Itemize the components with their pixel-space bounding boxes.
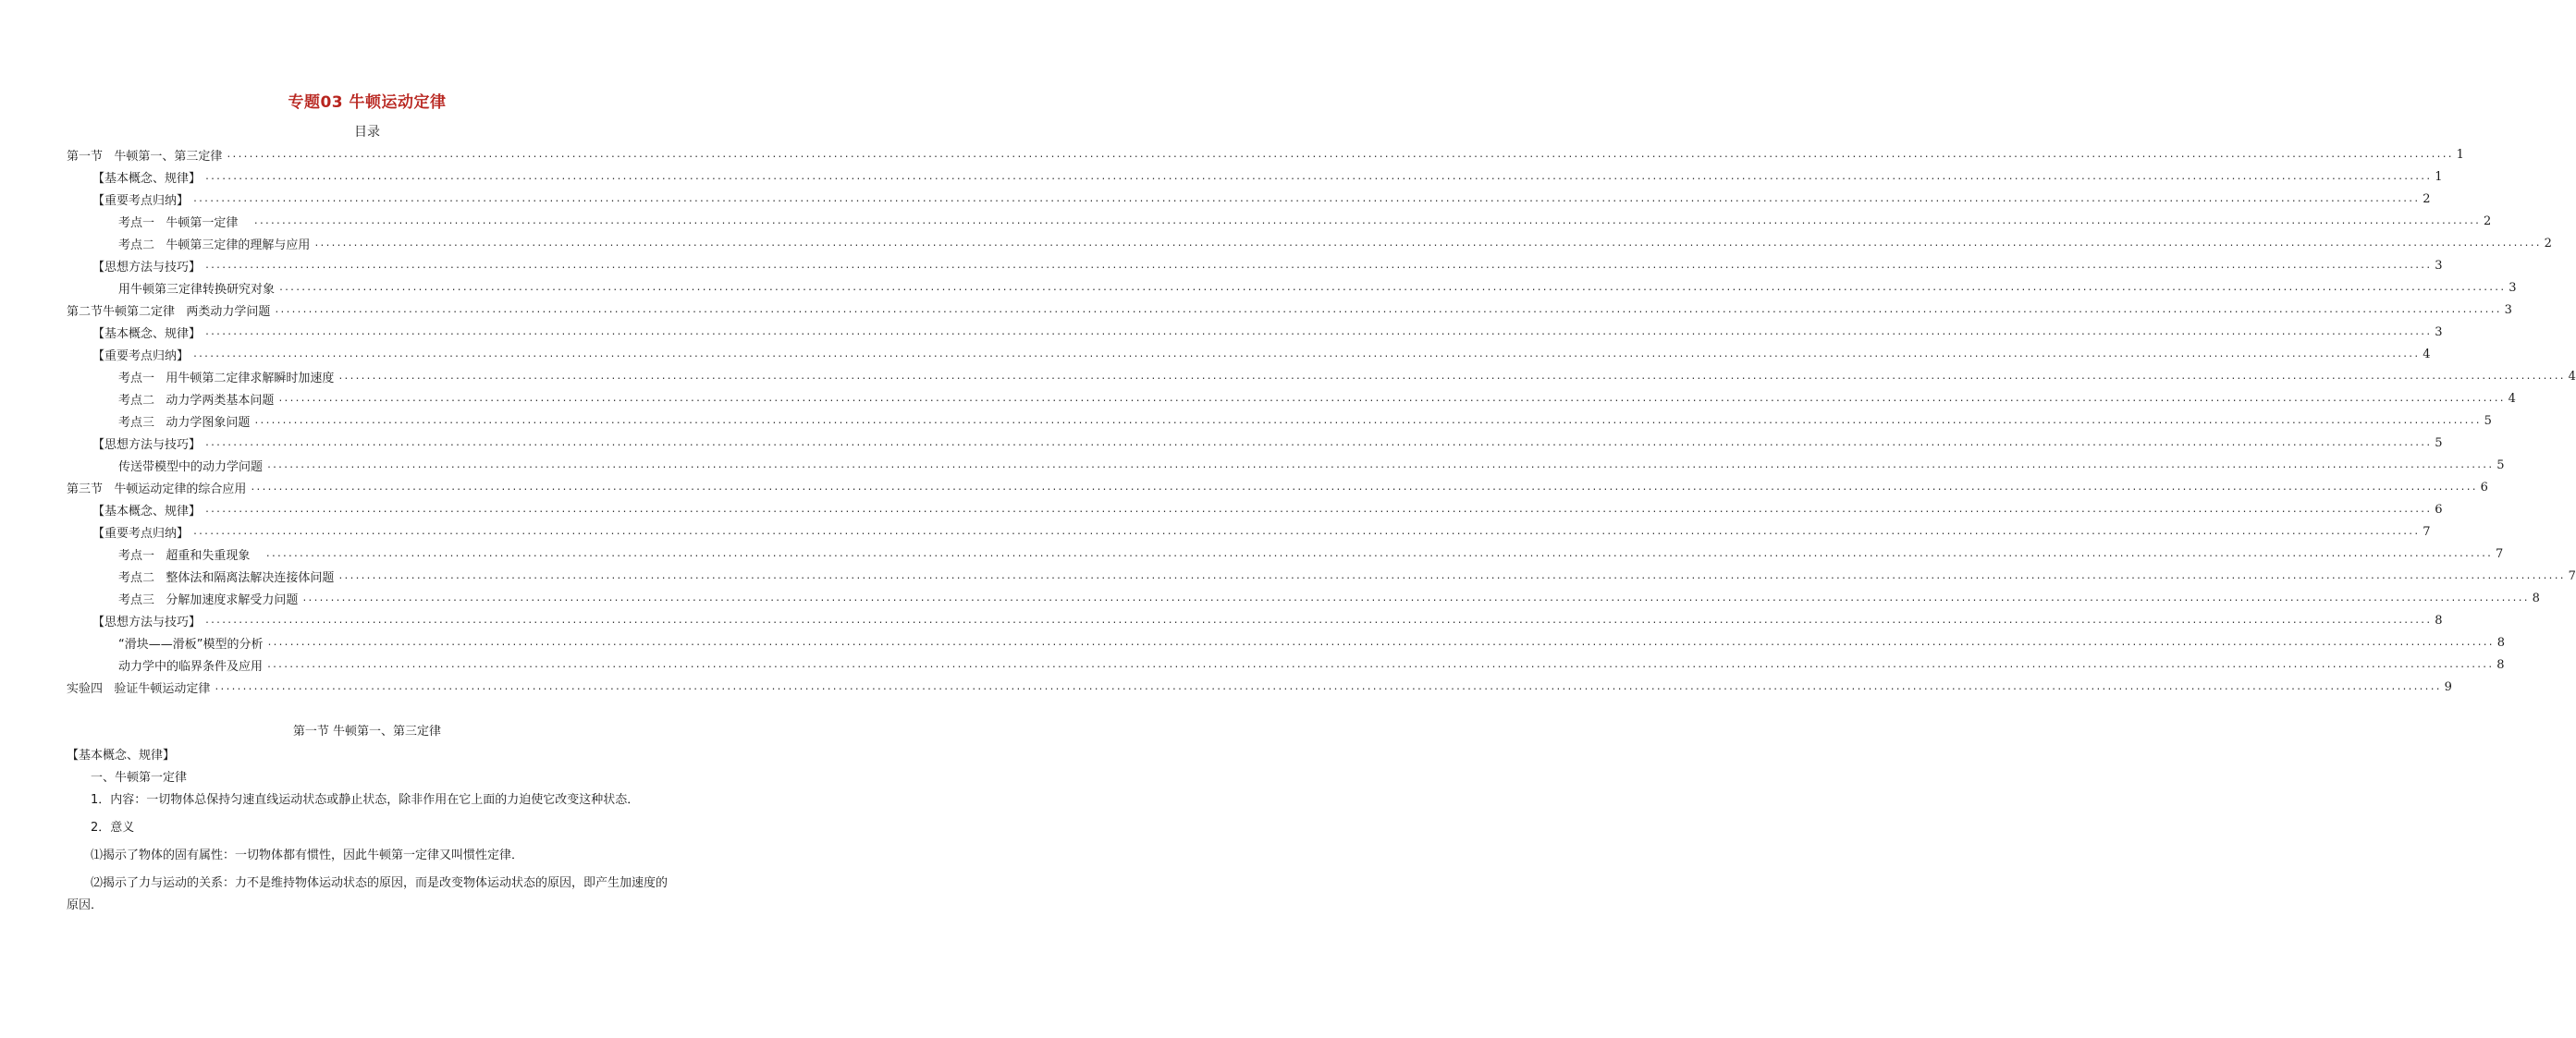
toc-entry-label: 【思想方法与技巧】 [92, 437, 202, 452]
toc-leader-dots: ................................................................................................................................................................................................................................................................................................................................................................................................................ [301, 592, 2529, 604]
toc-entry-label: 【思想方法与技巧】 [92, 615, 202, 629]
subheading-first-law: 一、牛顿第一定律 [91, 771, 188, 785]
toc-entry[interactable] [67, 254, 2443, 276]
toc-entry-page: 5 [2484, 413, 2492, 428]
toc-entry[interactable] [67, 409, 2492, 432]
toc-entry-page: 5 [2435, 435, 2443, 450]
toc-entry-page: 7 [2568, 568, 2576, 583]
toc-entry-page: 6 [2435, 502, 2443, 517]
toc-entry[interactable] [67, 387, 2516, 409]
toc-entry[interactable] [67, 454, 2505, 476]
toc-entry-page: 3 [2435, 324, 2443, 339]
toc-entry-label: 实验四 验证牛顿运动定律 [67, 681, 211, 696]
toc-entry[interactable] [67, 498, 2443, 520]
toc-leader-dots: ................................................................................................................................................................................................................................................................................................................................................................................................................ [204, 615, 2432, 626]
toc-entry-page: 3 [2435, 258, 2443, 273]
toc-entry-page: 2 [2484, 214, 2492, 228]
toc-entry[interactable] [67, 631, 2505, 653]
body-content [67, 745, 669, 917]
toc-leader-dots: ................................................................................................................................................................................................................................................................................................................................................................................................................ [274, 304, 2501, 315]
toc-entry[interactable] [67, 188, 2431, 210]
toc-entry[interactable] [67, 565, 2576, 587]
toc-entry-page: 1 [2456, 147, 2464, 162]
body-heading: 【基本概念、规律】 [67, 749, 176, 763]
toc-leader-dots: ................................................................................................................................................................................................................................................................................................................................................................................................................ [337, 371, 2565, 382]
toc-entry[interactable] [67, 365, 2576, 387]
toc-entry[interactable] [67, 143, 2464, 165]
paragraph-meaning-1: ⑴揭示了物体的固有属性：一切物体都有惯性，因此牛顿第一定律又叫惯性定律． [91, 849, 524, 862]
toc-entry-label: 【基本概念、规律】 [92, 326, 202, 341]
table-of-contents [67, 143, 2576, 698]
toc-leader-dots: ................................................................................................................................................................................................................................................................................................................................................................................................................ [192, 193, 2420, 204]
toc-entry-label: 考点三 分解加速度求解受力问题 [118, 592, 299, 607]
paragraph-content: 1．内容：一切物体总保持匀速直线运动状态或静止状态，除非作用在它上面的力迫使它改变这种状态． [91, 793, 640, 807]
toc-entry-page: 3 [2504, 302, 2512, 317]
toc-entry-label: 考点二 动力学两类基本问题 [118, 393, 275, 408]
toc-entry-label: 考点一 用牛顿第二定律求解瞬时加速度 [118, 371, 335, 385]
toc-entry-label: 【思想方法与技巧】 [92, 260, 202, 275]
toc-entry[interactable] [67, 543, 2504, 565]
toc-leader-dots: ................................................................................................................................................................................................................................................................................................................................................................................................................ [264, 548, 2492, 559]
toc-entry-label: 考点三 动力学图象问题 [118, 415, 251, 430]
toc-leader-dots: ................................................................................................................................................................................................................................................................................................................................................................................................................ [278, 282, 2506, 293]
toc-leader-dots: ................................................................................................................................................................................................................................................................................................................................................................................................................ [204, 437, 2432, 448]
toc-entry-page: 2 [2423, 191, 2431, 206]
toc-entry-page: 3 [2509, 280, 2517, 295]
toc-entry[interactable] [67, 520, 2431, 543]
toc-entry[interactable] [67, 210, 2492, 232]
toc-entry-page: 4 [2568, 369, 2576, 384]
toc-leader-dots: ................................................................................................................................................................................................................................................................................................................................................................................................................ [192, 526, 2420, 537]
toc-entry-page: 5 [2496, 458, 2505, 472]
toc-entry-page: 8 [2496, 635, 2505, 650]
toc-leader-dots: ................................................................................................................................................................................................................................................................................................................................................................................................................ [204, 504, 2432, 515]
toc-entry-page: 7 [2423, 524, 2431, 539]
toc-heading: 目录 [354, 125, 380, 140]
document-title: 专题03 牛顿运动定律 [288, 93, 447, 112]
toc-entry-label: 考点一 牛顿第一定律 [118, 215, 250, 230]
toc-entry[interactable] [67, 609, 2443, 631]
toc-leader-dots: ................................................................................................................................................................................................................................................................................................................................................................................................................ [266, 637, 2494, 648]
toc-entry-page: 1 [2435, 169, 2443, 184]
section-title: 第一节 牛顿第一、第三定律 [292, 725, 442, 739]
paragraph-meaning-2: ⑵揭示了力与运动的关系：力不是维持物体运动状态的原因，而是改变物体运动状态的原因，即产生加速度的原因． [67, 876, 669, 912]
toc-leader-dots: ................................................................................................................................................................................................................................................................................................................................................................................................................ [266, 659, 2494, 670]
toc-entry-page: 2 [2544, 236, 2552, 250]
toc-leader-dots: ................................................................................................................................................................................................................................................................................................................................................................................................................ [204, 260, 2432, 271]
toc-entry[interactable] [67, 299, 2512, 321]
toc-entry-label: 【基本概念、规律】 [92, 171, 202, 186]
toc-entry[interactable] [67, 165, 2443, 188]
toc-entry-label: 传送带模型中的动力学问题 [118, 459, 264, 474]
toc-leader-dots: ................................................................................................................................................................................................................................................................................................................................................................................................................ [204, 326, 2432, 337]
toc-entry[interactable] [67, 653, 2505, 676]
paragraph-meaning: 2．意义 [91, 821, 135, 835]
toc-entry[interactable] [67, 476, 2488, 498]
toc-leader-dots: ................................................................................................................................................................................................................................................................................................................................................................................................................ [253, 415, 2481, 426]
toc-leader-dots: ................................................................................................................................................................................................................................................................................................................................................................................................................ [204, 171, 2432, 182]
toc-entry-label: 第二节牛顿第二定律 两类动力学问题 [67, 304, 271, 319]
toc-leader-dots: ................................................................................................................................................................................................................................................................................................................................................................................................................ [337, 570, 2565, 581]
toc-entry-label: 【重要考点归纳】 [92, 193, 190, 208]
toc-entry-page: 4 [2508, 391, 2516, 406]
toc-entry-page: 7 [2496, 546, 2504, 561]
toc-entry-label: 考点二 牛顿第三定律的理解与应用 [118, 238, 311, 252]
toc-entry-label: 动力学中的临界条件及应用 [118, 659, 264, 674]
toc-entry-page: 9 [2444, 679, 2452, 694]
toc-entry-label: 【重要考点归纳】 [92, 348, 190, 363]
toc-entry-label: “滑块——滑板”模型的分析 [118, 637, 264, 652]
toc-entry-page: 8 [2532, 591, 2540, 605]
toc-entry[interactable] [67, 321, 2443, 343]
toc-entry-page: 6 [2480, 480, 2488, 495]
toc-entry-label: 【基本概念、规律】 [92, 504, 202, 519]
toc-entry-label: 用牛顿第三定律转换研究对象 [118, 282, 276, 297]
toc-leader-dots: ................................................................................................................................................................................................................................................................................................................................................................................................................ [266, 459, 2494, 470]
toc-entry-label: 第一节 牛顿第一、第三定律 [67, 149, 223, 164]
toc-entry-label: 考点一 超重和失重现象 [118, 548, 262, 563]
toc-entry-label: 【重要考点归纳】 [92, 526, 190, 541]
toc-leader-dots: ................................................................................................................................................................................................................................................................................................................................................................................................................ [214, 681, 2441, 692]
toc-leader-dots: ................................................................................................................................................................................................................................................................................................................................................................................................................ [252, 215, 2480, 226]
toc-entry-label: 考点二 整体法和隔离法解决连接体问题 [118, 570, 335, 585]
toc-leader-dots: ................................................................................................................................................................................................................................................................................................................................................................................................................ [250, 482, 2477, 493]
toc-leader-dots: ................................................................................................................................................................................................................................................................................................................................................................................................................ [226, 149, 2453, 160]
toc-entry-page: 8 [2435, 613, 2443, 628]
toc-entry[interactable] [67, 432, 2443, 454]
toc-entry-page: 4 [2423, 347, 2431, 361]
toc-leader-dots: ................................................................................................................................................................................................................................................................................................................................................................................................................ [277, 393, 2505, 404]
toc-leader-dots: ................................................................................................................................................................................................................................................................................................................................................................................................................ [313, 238, 2541, 249]
toc-entry[interactable] [67, 276, 2517, 299]
toc-entry[interactable] [67, 587, 2540, 609]
toc-entry[interactable] [67, 343, 2431, 365]
toc-entry[interactable] [67, 676, 2452, 698]
toc-entry-label: 第三节 牛顿运动定律的综合应用 [67, 482, 247, 496]
toc-entry[interactable] [67, 232, 2552, 254]
toc-leader-dots: ................................................................................................................................................................................................................................................................................................................................................................................................................ [192, 348, 2420, 360]
toc-entry-page: 8 [2496, 657, 2505, 672]
